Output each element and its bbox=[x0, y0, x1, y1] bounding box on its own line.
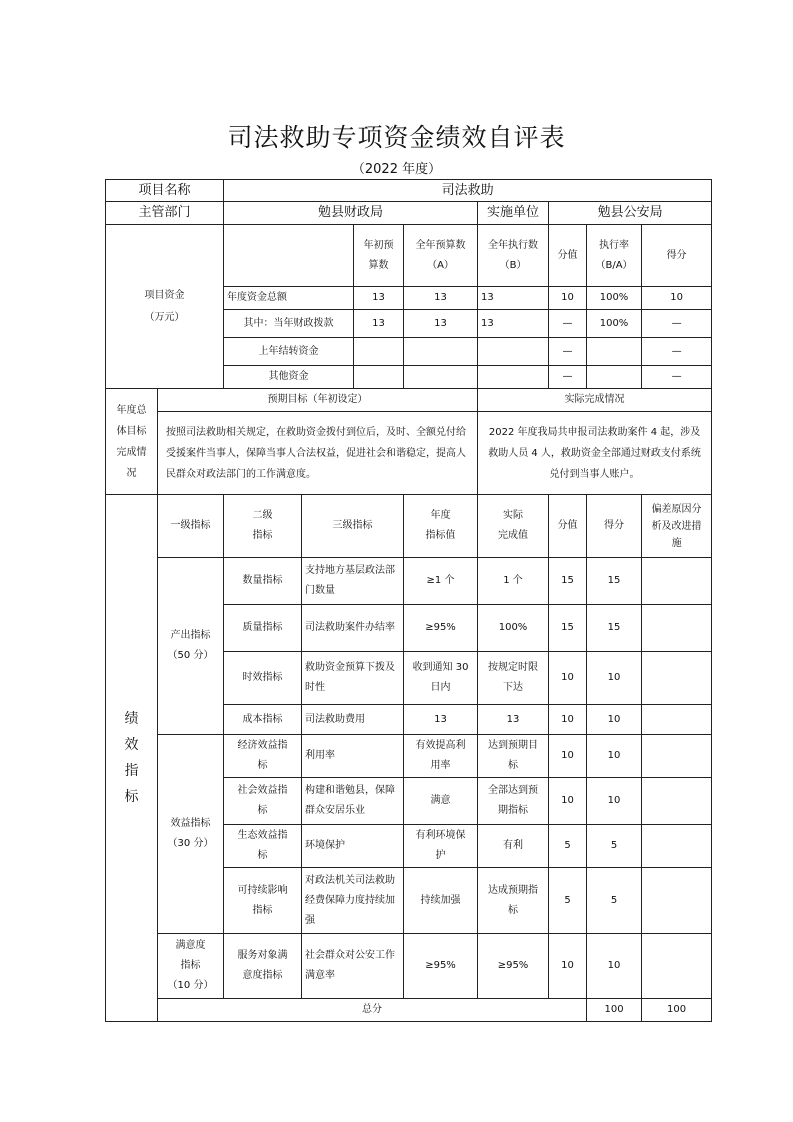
indicator-actual: 1 个 bbox=[478, 558, 549, 605]
funds-cell: — bbox=[549, 310, 587, 338]
goals-label: 年度总 体目标 完成情 况 bbox=[106, 389, 158, 495]
page-subtitle: （2022 年度） bbox=[351, 162, 442, 177]
indicator-got: 5 bbox=[587, 825, 642, 868]
funds-cell bbox=[404, 338, 478, 366]
indicator-l3: 支持地方基层政法部门数量 bbox=[302, 558, 404, 605]
indicator-l3: 利用率 bbox=[302, 735, 404, 778]
output-indicator-label: 产出指标 （50 分） bbox=[158, 558, 224, 735]
indicator-note bbox=[642, 735, 712, 778]
funds-cell bbox=[354, 366, 404, 389]
indicator-note bbox=[642, 558, 712, 605]
indicator-target: 收到通知 30 日内 bbox=[404, 652, 478, 705]
indicator-actual: 达成预期指 标 bbox=[478, 868, 549, 934]
indicator-score: 10 bbox=[549, 705, 587, 735]
dept-value: 勉县财政局 bbox=[224, 202, 478, 225]
indicator-score: 10 bbox=[549, 652, 587, 705]
funds-cell: — bbox=[549, 338, 587, 366]
funds-row-label: 其他资金 bbox=[224, 366, 354, 389]
indicator-actual: ≥95% bbox=[478, 934, 549, 999]
indicator-l3: 社会群众对公安工作满意率 bbox=[302, 934, 404, 999]
indicator-score: 15 bbox=[549, 558, 587, 605]
indicator-l2: 质量指标 bbox=[224, 605, 302, 652]
indicator-target: 有效提高利 用率 bbox=[404, 735, 478, 778]
funds-cell: 100% bbox=[587, 310, 642, 338]
indicator-target: ≥1 个 bbox=[404, 558, 478, 605]
evaluation-table bbox=[105, 179, 712, 1022]
indicator-l2: 生态效益指 标 bbox=[224, 825, 302, 868]
indicator-note bbox=[642, 605, 712, 652]
funds-cell: 10 bbox=[549, 287, 587, 310]
indicator-row bbox=[106, 934, 712, 999]
funds-col: 年初预 算数 bbox=[354, 225, 404, 287]
indicator-actual: 全部达到预 期指标 bbox=[478, 778, 549, 825]
indicator-score: 10 bbox=[549, 778, 587, 825]
total-label: 总分 bbox=[158, 999, 587, 1022]
impl-value: 勉县公安局 bbox=[549, 202, 712, 225]
indicator-score: 15 bbox=[549, 605, 587, 652]
indicators-label bbox=[106, 495, 158, 1022]
funds-cell: — bbox=[642, 338, 712, 366]
project-name-label: 项目名称 bbox=[106, 180, 224, 202]
indicator-target: 13 bbox=[404, 705, 478, 735]
indicator-got: 10 bbox=[587, 705, 642, 735]
indicator-actual: 100% bbox=[478, 605, 549, 652]
indicator-got: 5 bbox=[587, 868, 642, 934]
expected-goal-label: 预期目标（年初设定） bbox=[158, 389, 478, 412]
dept-label: 主管部门 bbox=[106, 202, 224, 225]
indicator-note bbox=[642, 868, 712, 934]
indicators-col: 偏差原因分 析及改进措 施 bbox=[642, 495, 712, 558]
indicator-actual: 达到预期目 标 bbox=[478, 735, 549, 778]
funds-cell bbox=[354, 338, 404, 366]
indicator-l2: 成本指标 bbox=[224, 705, 302, 735]
funds-cell: 13 bbox=[478, 310, 549, 338]
indicator-row bbox=[106, 735, 712, 778]
funds-cell: — bbox=[642, 310, 712, 338]
indicator-target: 有利环境保 护 bbox=[404, 825, 478, 868]
project-name-value: 司法救助 bbox=[224, 180, 712, 202]
funds-cell bbox=[478, 338, 549, 366]
funds-col: 全年执行数 （B） bbox=[478, 225, 549, 287]
funds-label: 项目资金 （万元） bbox=[106, 225, 224, 389]
funds-cell: 13 bbox=[404, 310, 478, 338]
indicators-col: 实际 完成值 bbox=[478, 495, 549, 558]
indicator-got: 15 bbox=[587, 605, 642, 652]
page-title: 司法救助专项资金绩效自评表 bbox=[227, 123, 566, 152]
benefit-indicator-label: 效益指标 （30 分） bbox=[158, 735, 224, 934]
satisfaction-indicator-label: 满意度 指标 （10 分） bbox=[158, 934, 224, 999]
funds-corner bbox=[224, 225, 354, 287]
indicator-l2: 数量指标 bbox=[224, 558, 302, 605]
funds-col: 分值 bbox=[549, 225, 587, 287]
indicator-score: 5 bbox=[549, 825, 587, 868]
indicator-l2: 时效指标 bbox=[224, 652, 302, 705]
funds-cell bbox=[478, 366, 549, 389]
funds-row-label: 年度资金总额 bbox=[224, 287, 354, 310]
funds-cell: 10 bbox=[642, 287, 712, 310]
indicator-l3: 对政法机关司法救助经费保障力度持续加强 bbox=[302, 868, 404, 934]
indicator-l2: 可持续影响 指标 bbox=[224, 868, 302, 934]
funds-cell bbox=[587, 338, 642, 366]
indicator-actual: 13 bbox=[478, 705, 549, 735]
indicators-col: 三级指标 bbox=[302, 495, 404, 558]
indicator-note bbox=[642, 934, 712, 999]
indicator-score: 10 bbox=[549, 934, 587, 999]
expected-goal-text: 按照司法救助相关规定，在救助资金拨付到位后，及时、全额兑付给受援案件当事人，保障当事人合法权益，促进社会和谐稳定，提高人民群众对政法部门的工作满意度。 bbox=[158, 412, 478, 495]
funds-cell bbox=[587, 366, 642, 389]
indicators-col: 得分 bbox=[587, 495, 642, 558]
funds-col: 全年预算数 （A） bbox=[404, 225, 478, 287]
indicator-got: 10 bbox=[587, 735, 642, 778]
indicator-target: 持续加强 bbox=[404, 868, 478, 934]
indicator-note bbox=[642, 705, 712, 735]
funds-col: 执行率 （B/A） bbox=[587, 225, 642, 287]
indicator-l3: 司法救助费用 bbox=[302, 705, 404, 735]
indicator-got: 10 bbox=[587, 778, 642, 825]
indicator-row bbox=[106, 558, 712, 605]
indicators-col: 一级指标 bbox=[158, 495, 224, 558]
actual-result-text: 2022 年度我局共申报司法救助案件 4 起，涉及救助人员 4 人，救助资金全部通过财政支付系统兑付到当事人账户。 bbox=[478, 412, 712, 495]
funds-cell: 13 bbox=[354, 287, 404, 310]
indicator-l3: 司法救助案件办结率 bbox=[302, 605, 404, 652]
funds-cell: 13 bbox=[404, 287, 478, 310]
indicator-l3: 救助资金预算下拨及时性 bbox=[302, 652, 404, 705]
indicator-note bbox=[642, 652, 712, 705]
funds-cell: — bbox=[549, 366, 587, 389]
indicators-col: 二级 指标 bbox=[224, 495, 302, 558]
funds-cell: 100% bbox=[587, 287, 642, 310]
total-row bbox=[106, 999, 712, 1022]
funds-row-label: 其中：当年财政拨款 bbox=[224, 310, 354, 338]
indicator-target: ≥95% bbox=[404, 934, 478, 999]
indicator-score: 10 bbox=[549, 735, 587, 778]
indicator-l2: 社会效益指 标 bbox=[224, 778, 302, 825]
total-score: 100 bbox=[587, 999, 642, 1022]
funds-cell: 13 bbox=[478, 287, 549, 310]
indicator-got: 15 bbox=[587, 558, 642, 605]
actual-result-label: 实际完成情况 bbox=[478, 389, 712, 412]
indicator-actual: 有利 bbox=[478, 825, 549, 868]
indicators-col: 分值 bbox=[549, 495, 587, 558]
indicators-label-text: 绩 效 指 标 bbox=[124, 711, 139, 805]
indicator-l2: 服务对象满 意度指标 bbox=[224, 934, 302, 999]
indicator-score: 5 bbox=[549, 868, 587, 934]
funds-cell bbox=[404, 366, 478, 389]
indicator-l2: 经济效益指 标 bbox=[224, 735, 302, 778]
indicator-got: 10 bbox=[587, 934, 642, 999]
impl-label: 实施单位 bbox=[478, 202, 549, 225]
indicators-col: 年度 指标值 bbox=[404, 495, 478, 558]
indicator-actual: 按规定时限 下达 bbox=[478, 652, 549, 705]
indicator-target: ≥95% bbox=[404, 605, 478, 652]
indicator-got: 10 bbox=[587, 652, 642, 705]
total-got: 100 bbox=[642, 999, 712, 1022]
indicator-target: 满意 bbox=[404, 778, 478, 825]
funds-col: 得分 bbox=[642, 225, 712, 287]
funds-row-label: 上年结转资金 bbox=[224, 338, 354, 366]
indicator-note bbox=[642, 825, 712, 868]
indicator-l3: 环境保护 bbox=[302, 825, 404, 868]
indicator-l3: 构建和谐勉县，保障群众安居乐业 bbox=[302, 778, 404, 825]
indicator-note bbox=[642, 778, 712, 825]
funds-cell: 13 bbox=[354, 310, 404, 338]
funds-cell: — bbox=[642, 366, 712, 389]
